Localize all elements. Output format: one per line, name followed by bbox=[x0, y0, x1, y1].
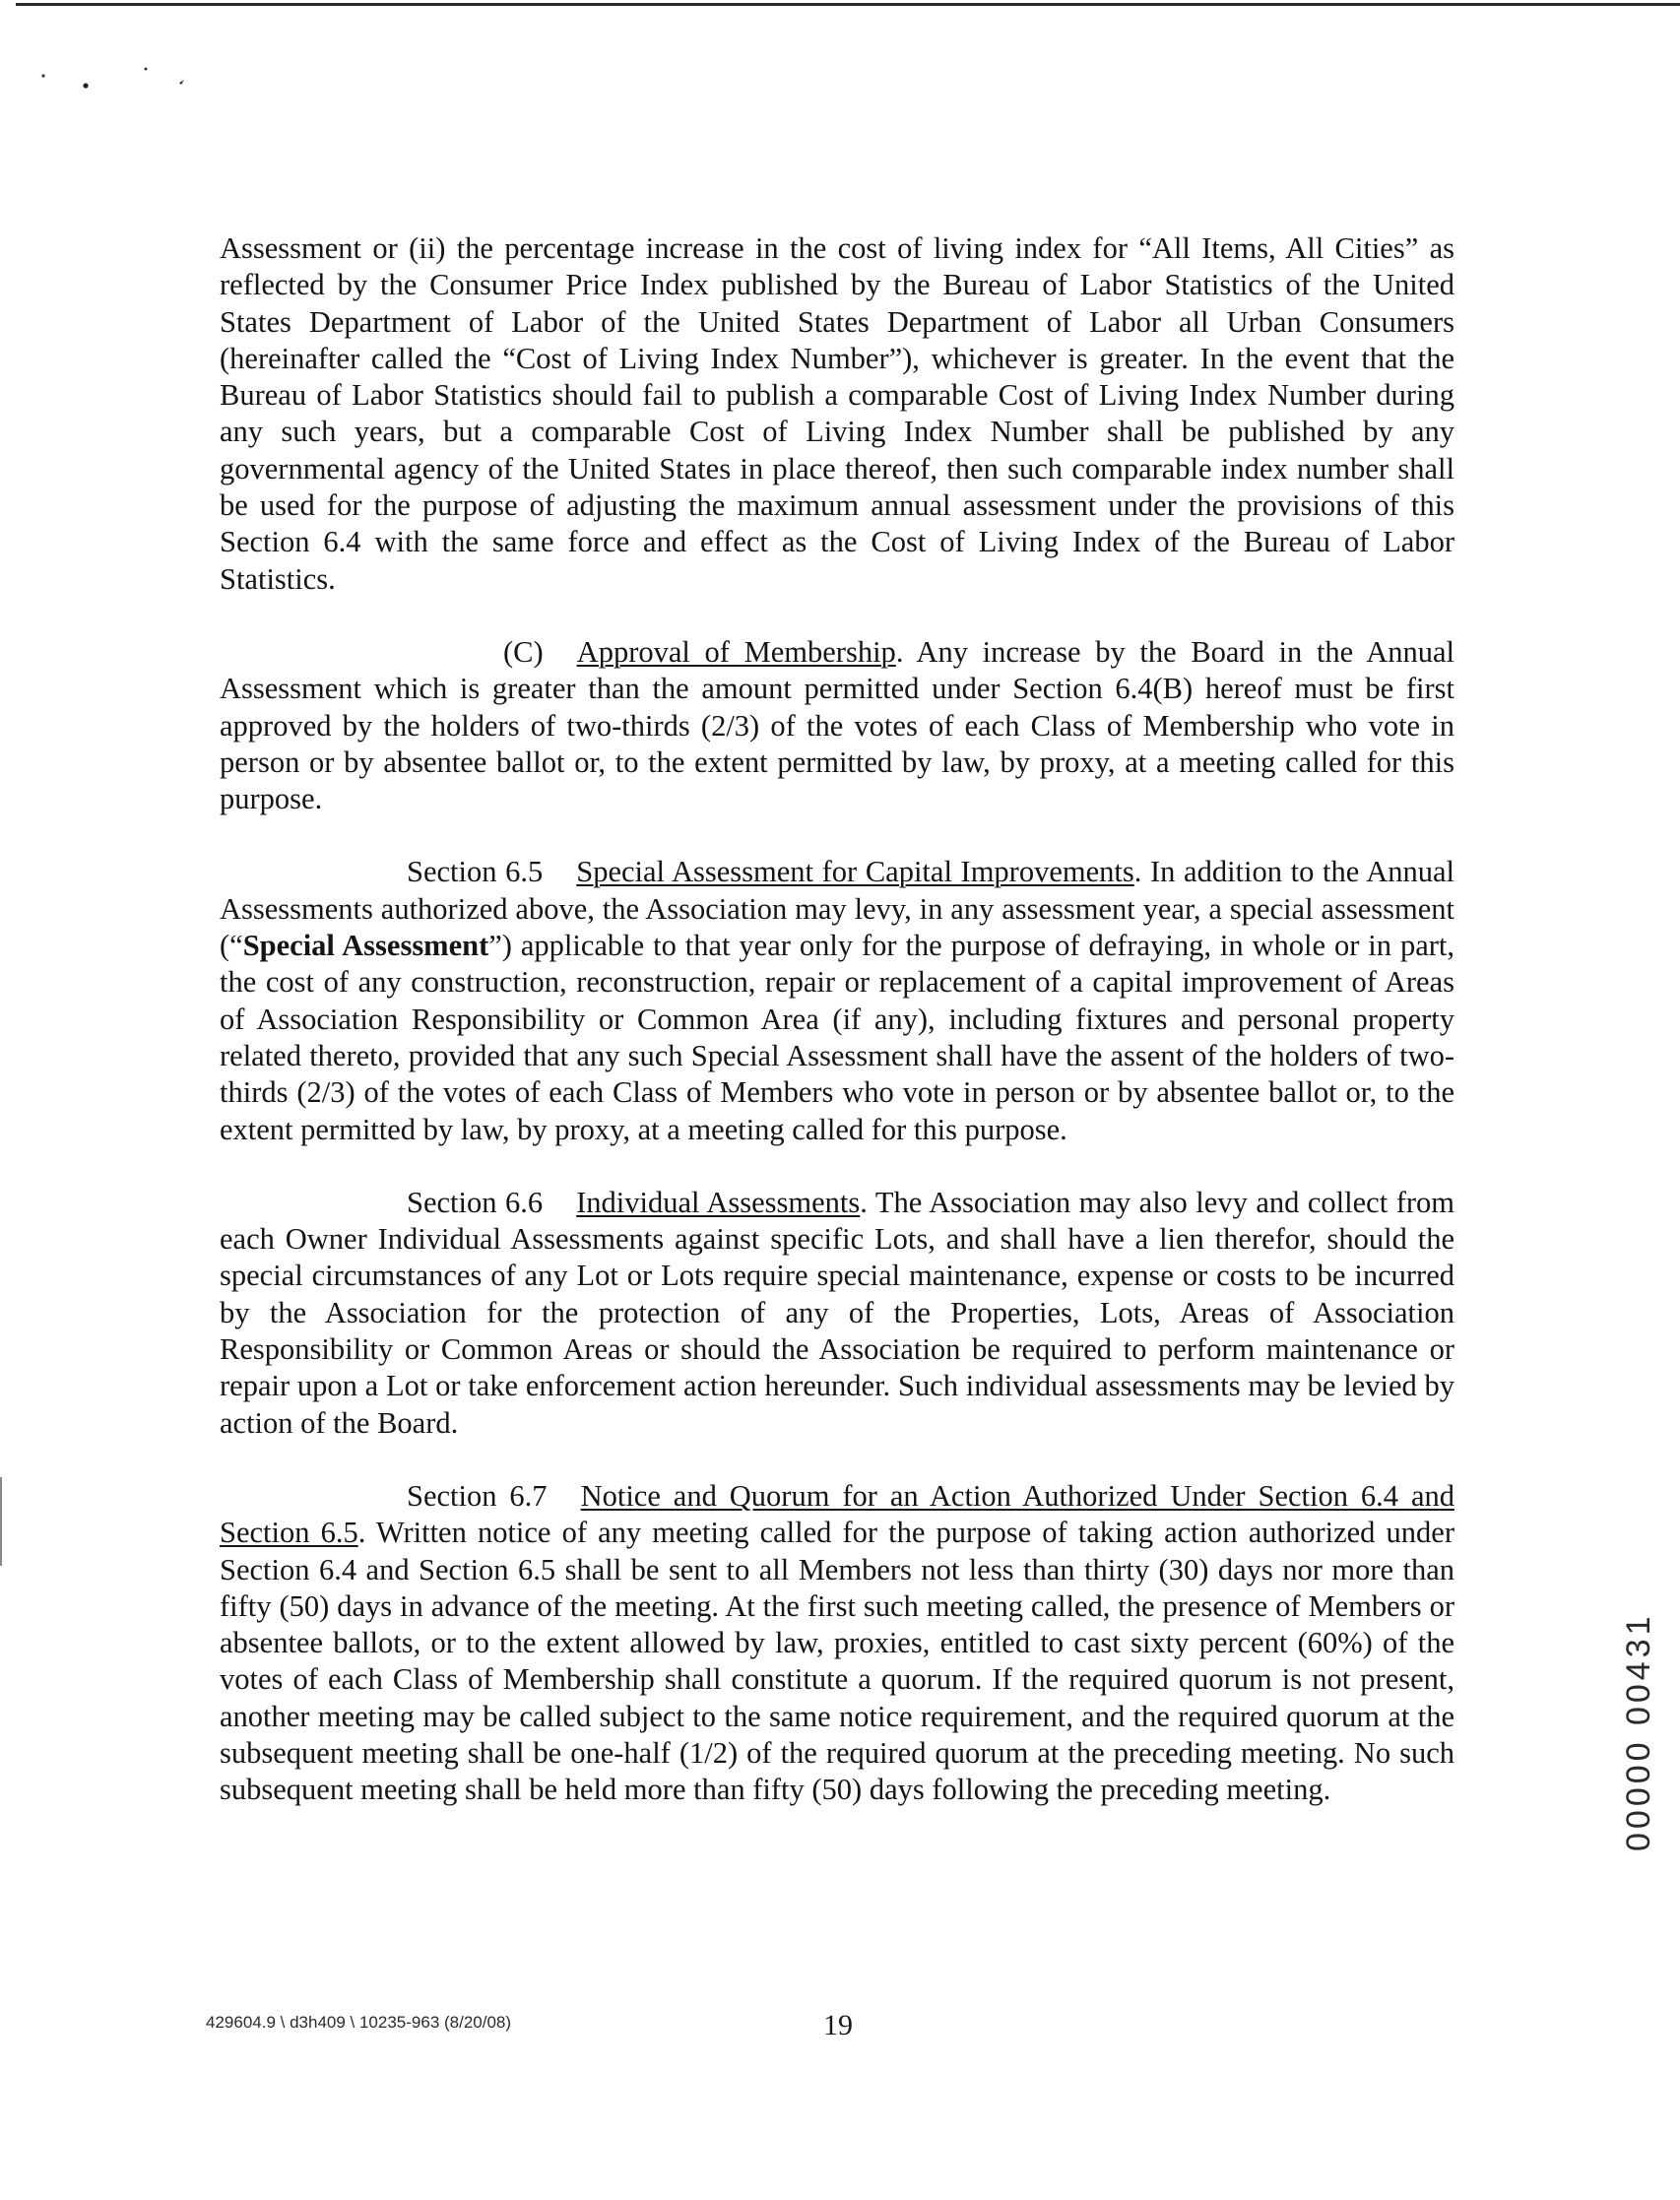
footer-document-id: 429604.9 \ d3h409 \ 10235-963 (8/20/08) bbox=[206, 2013, 512, 2032]
section-number: Section 6.6 bbox=[407, 1185, 544, 1219]
top-edge-rule bbox=[16, 3, 1680, 6]
section-number: Section 6.5 bbox=[407, 855, 544, 889]
paragraph-section-6-6 bbox=[220, 1185, 1454, 1442]
section-heading: Special Assessment for Capital Improvements bbox=[576, 855, 1134, 889]
paragraph-approval-of-membership bbox=[220, 634, 1454, 817]
paragraph-section-6-7 bbox=[220, 1478, 1454, 1809]
paragraph-cost-of-living: Assessment or (ii) the percentage increase in the cost of living index for “All Items, All Cities” as reflected by the Consumer Price Index published by the Bureau of Labor Statistics of the United States Department of Labor of the United States Department of Labor all Urban Consumers (hereinafter called the “Cost of Living Index Number”), whichever is greater. In the event that the Bureau of Labor Statistics should fail to publish a comparable Cost of Living Index Number during any such years, but a comparable Cost of Living Index Number shall be published by any governmental agency of the United States in place thereof, then such comparable index number shall be used for the purpose of adjusting the maximum annual assessment under the provisions of this Section 6.4 with the same force and effect as the Cost of Living Index of the Bureau of Labor Statistics. bbox=[220, 231, 1454, 596]
section-body: . Written notice of any meeting called for the purpose of taking action authorized under Section 6.4 and Section 6.5 shall be sent to all Members not less than thirty (30) days nor more than fifty (50) days in advance of the meeting. At the first such meeting called, the presence of Members or absentee ballots, or to the extent allowed by law, proxies, entitled to cast sixty percent (60%) of the votes of each Class of Membership shall constitute a quorum. If the required quorum is not present, another meeting may be called subject to the same notice requirement, and the required quorum at the subsequent meeting shall be one-half (1/2) of the required quorum at the preceding meeting. No such subsequent meeting shall be held more than fifty (50) days following the preceding meeting. bbox=[220, 1516, 1454, 1807]
section-body-part: . In addition to the Annual Assessments authorized above, the Association may levy, in any assessment year, a special assessment (“ bbox=[220, 855, 1454, 963]
section-number: Section 6.7 bbox=[407, 1478, 548, 1513]
scan-specks bbox=[39, 59, 187, 98]
subsection-heading: Approval of Membership bbox=[576, 634, 896, 669]
defined-term: Special Assessment bbox=[242, 929, 489, 963]
side-stamp-number: 00000 00431 bbox=[1620, 1612, 1657, 1851]
subsection-body: . Any increase by the Board in the Annual Assessment which is greater than the amount permitted under Section 6.4(B) hereof must be first approved by the holders of two-thirds (2/3) of the votes of each Class of Membership who vote in person or by absentee ballot or, to the extent permitted by law, by proxy, at a meeting called for this purpose. bbox=[220, 634, 1454, 816]
section-body-part: ”) applicable to that year only for the purpose of defraying, in whole or in part, the cost of any construction, reconstruction, repair or replacement of a capital improvement of Areas of Association Responsibility or Common Area (if any), including fixtures and personal property related thereto, provided that any such Special Assessment shall have the assent of the holders of two-thirds (2/3) of the votes of each Class of Members who vote in person or by absentee ballot or, to the extent permitted by law, by proxy, at a meeting called for this purpose. bbox=[220, 929, 1454, 1146]
document-body bbox=[220, 230, 1454, 1809]
subsection-label: (C) bbox=[503, 634, 544, 669]
left-edge-mark bbox=[0, 1477, 2, 1566]
section-body: . The Association may also levy and collect from each Owner Individual Assessments against specific Lots, and shall have a lien therefor, should the special circumstances of any Lot or Lots require special maintenance, expense or costs to be incurred by the Association for the protection of any of the Properties, Lots, Areas of Association Responsibility or Common Areas or should the Association be required to perform maintenance or repair upon a Lot or take enforcement action hereunder. Such individual assessments may be levied by action of the Board. bbox=[220, 1185, 1454, 1440]
paragraph-section-6-5 bbox=[220, 854, 1454, 1147]
section-heading: Notice and Quorum for an Action Authorized Under Section 6.4 and Section 6.5 bbox=[220, 1478, 1454, 1550]
section-heading: Individual Assessments bbox=[576, 1185, 861, 1219]
page-number: 19 bbox=[823, 2009, 853, 2041]
